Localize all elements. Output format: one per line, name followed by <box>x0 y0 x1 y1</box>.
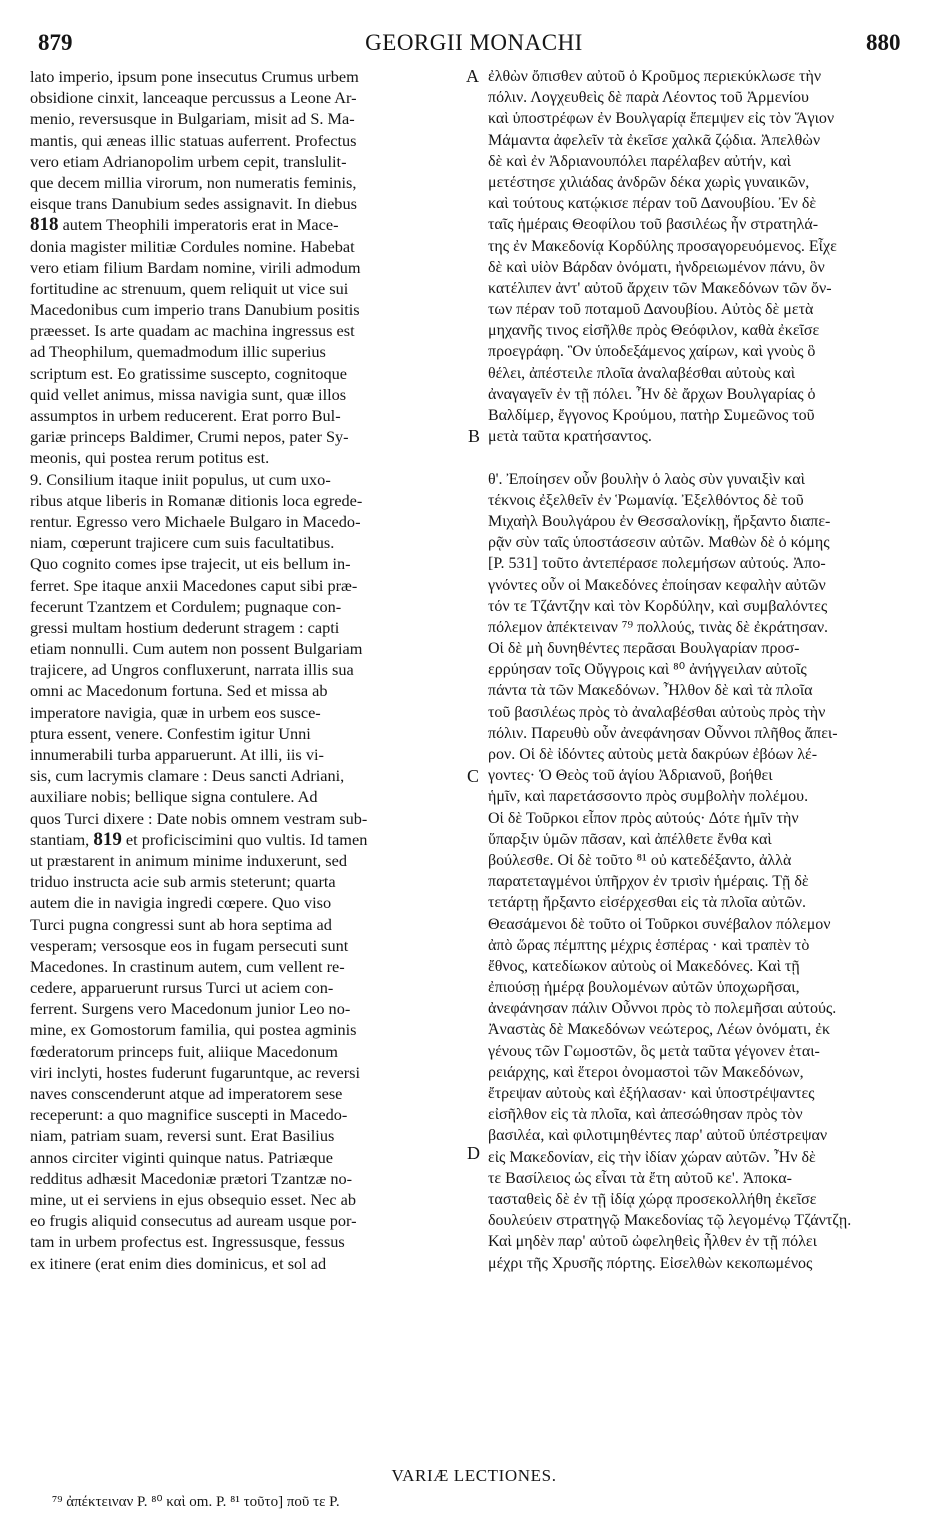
latin-text-line: que decem millia virorum, non numeratis feminis, <box>30 172 357 192</box>
latin-text-line: quos Turci dixere : Date nobis omnem vestram sub- <box>30 808 368 828</box>
latin-text-line: quid vellet animus, missa navigia sunt, quæ illos <box>30 384 347 404</box>
latin-text-line: autem die in navigia ingredi cœpere. Quo viso <box>30 893 332 913</box>
latin-text-line: fortitudine ac strenuum, quem reliquit ut vice sui <box>30 278 349 298</box>
greek-text-line: Ἀναστὰς δὲ Μακεδόνων νεώτερος, Λέων ὀνόματι, ἐκ <box>488 1021 830 1039</box>
greek-text-line: καὶ ὑποστρέφων ἐν Βουλγαρίᾳ ἔπεμψεν εἰς τὸν Ἅγιον <box>488 110 835 128</box>
greek-text-line: ρᾷν σὺν ταῖς ὑποστάσεσιν αὐτῶν. Μαθὼν δὲ ὁ κόμης <box>488 534 830 552</box>
latin-text-line: naves conscenderunt atque ad imperatorem sese <box>30 1084 343 1103</box>
latin-text-line: 9. Consilium itaque iniit populus, ut cum uxo- <box>30 469 331 489</box>
latin-text-line: fœderatorum princeps fuit, aliique Macedonum <box>30 1041 338 1061</box>
latin-text-line: ferrent. Surgens vero Macedonum junior Leo no- <box>30 999 351 1019</box>
margin-letter-d: D <box>467 1143 480 1163</box>
latin-text-line: scriptum est. Eo gratissime suscepto, cognitoque <box>30 363 347 383</box>
latin-text-line: assumptos in urbem reducerent. Erat porro Bul- <box>30 406 341 425</box>
running-title: GEORGII MONACHI <box>365 30 583 55</box>
latin-text-line: Macedonibus cum imperio trans Danubium positis <box>30 300 360 320</box>
greek-column <box>488 66 908 1274</box>
greek-text-line: μηχανῆς τινος εἰσῆλθε πρὸς Θεόφιλον, καθὰ ἐκεῖσε <box>488 322 820 340</box>
latin-text-line: niam, patriam suam, reversi sunt. Erat Basilius <box>30 1126 335 1146</box>
greek-text-line: [P. 531] τοῦτο ἀντεπέρασε πολεμήσων αὐτούς. Ἀπο- <box>488 555 826 573</box>
margin-letter-c: C <box>467 766 480 786</box>
greek-text-line: δὲ καὶ ἐν Ἀδριανουπόλει παρέλαβεν αὐτήν, καὶ <box>488 152 791 170</box>
greek-text-line: τόν τε Τζάντζην καὶ τὸν Κορδύλην, καὶ συμβαλόντες <box>488 597 828 615</box>
latin-text-line: sis, cum lacrymis clamare : Deus sancti Adriani, <box>30 766 345 786</box>
latin-text-line: ferret. Spe itaque anxii Macedones caput sibi præ- <box>30 575 358 595</box>
greek-text-line: εἰσῆλθον εἰς τὰ πλοῖα, καὶ ἀπεσώθησαν πρὸς τὸν <box>488 1106 803 1124</box>
latin-text-line: præesset. Is arte quadam ac machina ingressus est <box>30 321 355 341</box>
greek-text-line: τασταθεὶς δὲ ἐν τῇ ἰδίᾳ χώρᾳ προσεκολλήθη ἐκεῖσε <box>488 1190 817 1208</box>
greek-text-line: ὕπαρξιν ὑμῶν πᾶσαν, καὶ ἀπέλθετε ἔνθα καὶ <box>488 830 772 848</box>
greek-text-line: Καὶ μηδὲν παρ' αὐτοῦ ὠφεληθεὶς ἦλθεν ἐν τῇ πόλει <box>488 1233 817 1251</box>
latin-text-line: annos circiter viginti quinque natus. Patriæque <box>30 1147 333 1167</box>
latin-text-line: menio, reversusque in Bulgariam, misit ad S. Ma- <box>30 109 355 129</box>
latin-text-line: vero etiam Adrianopolim urbem cepit, translulit- <box>30 151 347 171</box>
latin-text-line: mine, ex Gomostorum familia, qui postea agminis <box>30 1020 357 1040</box>
greek-text-line: τοῦ βασιλέως πρὸς τὸ ἀναλαβέσθαι αὐτοὺς πρὸς τὴν <box>488 703 826 721</box>
latin-text-line: eo frugis aliquid consecutus ad auream usque por- <box>30 1211 357 1231</box>
greek-text-line: ταῖς ἡμέραις Θεοφίλου τοῦ βασιλέως ἦν στρατηλά- <box>488 216 819 234</box>
greek-text-line: ἀναγαγεῖν ἐν τῇ πόλει. Ἦν δὲ ἄρχων Βουλγαρίας ὁ <box>488 385 816 403</box>
latin-text-line: etiam nonnulli. Cum autem non possent Bulgariam <box>30 639 363 659</box>
greek-text-line: ρον. Οἱ δὲ ἰδόντες αὐτοὺς μετὰ δακρύων ἐβόων λέ- <box>488 746 818 763</box>
greek-text-line: γνόντες οὖν οἱ Μακεδόνες ἐποίησαν κεφαλὴν αὐτῶν <box>488 576 826 594</box>
latin-text-line: lato imperio, ipsum pone insecutus Crumus urbem <box>30 67 359 86</box>
latin-text-line: cedere, apparuerunt rursus Turci ut aciem con- <box>30 978 334 998</box>
latin-text-line: Quo cognito comes ipse trajecit, ut eis bellum in- <box>30 554 351 574</box>
greek-text-line: πόλιν. Λογχευθεὶς δὲ παρὰ Λέοντος τοῦ Ἀρμενίου <box>488 89 809 107</box>
page-header <box>0 30 948 60</box>
greek-text-line: πόλιν. Παρευθὺ οὖν ἀνεφάνησαν Οὖννοι πλῆθος ἄπει- <box>488 724 838 742</box>
latin-text-line: fecerunt Tzantzem et Cordulem; pugnaque con- <box>30 596 342 616</box>
latin-text-line: meonis, qui postea rerum potitus est. <box>30 448 270 468</box>
latin-text-line: innumerabili turba apparuerunt. At illi, iis vi- <box>30 745 324 764</box>
greek-text-line: ἡμῖν, καὶ παρετάσσοντο πρὸς συμβολὴν πολέμου. <box>488 788 809 806</box>
greek-text-line: μέχρι τῆς Χρυσῆς πόρτης. Εἰσελθὼν κεκοπωμένος <box>488 1254 813 1272</box>
greek-text-line: μετὰ ταῦτα κρατήσαντος. <box>488 428 652 446</box>
greek-text-line: δὲ καὶ υἱὸν Βάρδαν ὀνόματι, ἠνδρειωμένον πάνυ, ὃν <box>488 258 825 276</box>
latin-text-line: imperatore navigia, quæ in urbem eos susce- <box>30 702 321 722</box>
latin-text-line: vero etiam filium Bardam nomine, virili admodum <box>30 257 361 277</box>
greek-text-line: γοντες· Ὁ Θεὸς τοῦ ἁγίου Ἀδριανοῦ, βοήθει <box>488 767 773 785</box>
latin-text-line: ribus atque liberis in Romanæ ditionis loca egrede- <box>30 490 363 510</box>
latin-text-line: ad Theophilum, quemadmodum illic superius <box>30 342 326 362</box>
latin-text-line: Macedones. In crastinum autem, cum vellent re- <box>30 956 345 976</box>
latin-text-line: mantis, qui æneas illic statuas auferrent. Profectus <box>30 130 357 150</box>
latin-text-line: Turci pugna congressi sunt ab hora septima ad <box>30 914 332 934</box>
greek-text-line: ἀνεφάνησαν πάλιν Οὖννοι πρὸς τὸ πολεμῆσαι αὐτούς. <box>488 1000 837 1018</box>
latin-text-line: viri inclyti, hostes fuderunt fugaruntque, ac reversi <box>30 1062 361 1082</box>
greek-text-line: Μιχαὴλ Βουλγάρου ἐν Θεσσαλονίκῃ, ἤρξαντο διαπε- <box>488 512 831 530</box>
greek-text-line: θ'. Ἐποίησεν οὖν βουλὴν ὁ λαὸς σὺν γυναιξὶν καὶ <box>488 470 805 488</box>
latin-text-line: gariæ princeps Baldimer, Crumi nepos, pater Sy- <box>30 427 349 447</box>
latin-text-line: niam, cœperunt trajicere cum suis facultatibus. <box>30 533 335 553</box>
greek-text-line: Μάμαντα ἀφελεῖν τὰ ἐκεῖσε χαλκᾶ ζῴδια. Ἀπελθὼν <box>488 131 821 149</box>
latin-column <box>30 66 458 1274</box>
margin-letter-b: B <box>468 426 481 446</box>
latin-text-line: eisque trans Danubium sedes assignavit. In diebus <box>30 194 357 214</box>
latin-text-line: obsidione cinxit, lanceaque percussus a Leone Ar- <box>30 88 357 108</box>
latin-text-line: receperunt: a quo magnifice suscepti in Macedo- <box>30 1105 348 1125</box>
greek-text-line <box>488 447 908 468</box>
latin-text-line: auxiliare nobis; bellique signa contulere. Ad <box>30 787 318 807</box>
greek-text-line: ερρύησαν τοῖς Οὔγγροις καὶ ⁸⁰ ἀνήγγειλαν αὐτοῖς <box>488 661 807 679</box>
footnote-variants: ⁷⁹ ἀπέκτειναν P. ⁸⁰ καὶ om. P. ⁸¹ τοῦτο] ποῦ τε P. <box>52 1494 340 1510</box>
latin-text-line: omni ac Macedonum fortuna. Sed et missa ab <box>30 681 328 701</box>
latin-text-line: gressi multam hostium dederunt stragem : capti <box>30 617 340 637</box>
latin-text-line: 818 autem Theophili imperatoris erat in Mace- <box>30 214 339 236</box>
greek-text-line: ἀπὸ ὥρας πέμπτης μέχρις ἑσπέρας · καὶ τραπὲν τὸ <box>488 936 810 954</box>
greek-text-line: ἔθνος, κατεδίωκον αὐτοὺς οἱ Μακεδόνες. Καὶ τῇ <box>488 957 800 975</box>
latin-text-line: trajicere, ad Ungros confluxerunt, narrata illis sua <box>30 660 354 680</box>
greek-text-line: Οἱ δὲ μὴ δυνηθέντες περᾶσαι Βουλγαρίαν προσ- <box>488 640 800 658</box>
margin-letter-a: A <box>466 66 479 86</box>
page-number-left: 879 <box>38 30 73 55</box>
greek-text-line: πόλεμον ἀπέκτειναν ⁷⁹ πολλούς, τινὰς δὲ ἐκράτησαν. <box>488 618 829 636</box>
greek-text-line: βασιλέα, καὶ φιλοτιμηθέντες παρ' αὐτοῦ ὑπέστρεψαν <box>488 1127 828 1145</box>
greek-text-line: τέκνοις ἐξελθεῖν ἐν Ῥωμανίᾳ. Ἐξελθόντος δὲ τοῦ <box>488 491 804 509</box>
greek-text-line: ἔτρεψαν αὐτοὺς καὶ ἐξήλασαν· καὶ ὑποστρέψαντες <box>488 1085 815 1102</box>
latin-text-line: rentur. Egresso vero Michaele Bulgaro in Macedo- <box>30 511 361 531</box>
latin-text-line: redditus adhæsit Macedoniæ prætori Tzantzæ no- <box>30 1168 353 1188</box>
latin-text-line: vesperam; versosque eos in fugam persecuti sunt <box>30 935 349 955</box>
latin-text-line: stantiam, 819 et proficiscimini quo vultis. Id tamen <box>30 828 368 850</box>
greek-text-line: των πέραν τοῦ ποταμοῦ Δανουβίου. Αὐτὸς δὲ μετὰ <box>488 301 814 319</box>
greek-text-line: της ἐν Μακεδονίᾳ Κορδύλης προσαγορευόμενος. Εἶχε <box>488 237 837 255</box>
latin-text-line: mine, ut ei serviens in ejus obsequio esset. Nec ab <box>30 1189 356 1209</box>
greek-text-line: Οἱ δὲ Τοῦρκοι εἶπον πρὸς αὐτούς· Δότε ἡμῖν τὴν <box>488 809 799 827</box>
greek-text-line: καὶ τούτους κατῴκισε πέραν τοῦ Δανουβίου. Ἐν δὲ <box>488 195 817 213</box>
latin-text-line: ptura essent, venere. Confestim igitur Unni <box>30 723 311 743</box>
greek-text-line: ἐλθὼν ὄπισθεν αὐτοῦ ὁ Κροῦμος περιεκύκλωσε τὴν <box>488 68 822 85</box>
greek-text-line: τετάρτῃ ἤρξαντο εἰσέρχεσθαι εἰς τὰ πλοῖα αὐτῶν. <box>488 894 807 912</box>
latin-text-line: donia magister militiæ Cordules nomine. Habebat <box>30 236 355 256</box>
latin-text-line: triduo instructa acie sub armis steterunt; quarta <box>30 872 336 892</box>
greek-text-line: παρατεταγμένοι ὑπῆρχον ἐν τρισὶν ἡμέραις. Τῇ δὲ <box>488 873 809 891</box>
greek-text-line: εἰς Μακεδονίαν, εἰς τὴν ἰδίαν χώραν αὐτῶν. Ἦν δὲ <box>488 1148 816 1166</box>
variae-lectiones-title: VARIÆ LECTIONES. <box>391 1466 557 1485</box>
latin-text-line: ut præstarent in animum minime induxerunt, sed <box>30 850 347 870</box>
greek-text-line: ἐπιούσῃ ἡμέρᾳ βουλομένων αὐτῶν ὑποχωρῆσαι, <box>488 979 800 997</box>
page-number-right: 880 <box>866 30 901 55</box>
latin-text-line: tam in urbem profectus est. Ingressusque, fessus <box>30 1232 345 1252</box>
greek-text-line: μετέστησε χιλιάδας ἀνδρῶν δέκα χωρὶς γυναικῶν, <box>488 173 810 191</box>
column-number-marker: 819 <box>93 828 122 850</box>
column-number-marker: 818 <box>30 214 59 236</box>
greek-text-line: βούλεσθε. Οἱ δὲ τοῦτο ⁸¹ οὐ κατεδέξαντο, ἀλλὰ <box>488 851 792 869</box>
greek-text-line: τε Βασίλειος ὡς εἶναι τὰ ἔτη αὐτοῦ κε'. Ἀποκα- <box>488 1169 792 1187</box>
greek-text-line: Θεασάμενοι δὲ τοῦτο οἱ Τοῦρκοι συνέβαλον πόλεμον <box>488 915 831 933</box>
greek-text-line: θέλει, ἀπέστειλε πλοῖα ἀναλαβέσθαι αὐτοὺς καὶ <box>488 364 795 382</box>
greek-text-line: προεγράφη. Ὃν ὑποδεξάμενος χαίρων, καὶ γνοὺς ὃ <box>488 343 816 361</box>
latin-text-line: ex itinere (erat enim dies dominicus, et sol ad <box>30 1253 327 1273</box>
greek-text-line: δουλεύειν στρατηγῷ Μακεδονίας τῷ λεγομένῳ Τζάντζῃ. <box>488 1212 852 1230</box>
greek-text-line: Βαλδίμερ, ἔγγονος Κρούμου, πατὴρ Συμεῶνος τοῦ <box>488 407 815 424</box>
greek-text-line: κατέλιπεν ἀντ' αὐτοῦ ἄρχειν τῶν Μακεδόνων τῶν ὄν- <box>488 279 832 297</box>
greek-text-line: πάντα τὰ τῶν Μακεδόνων. Ἦλθον δὲ καὶ τὰ πλοῖα <box>488 682 813 700</box>
greek-text-line: γένους τῶν Γωμοστῶν, ὃς μετὰ ταῦτα γέγονεν ἑται- <box>488 1042 820 1060</box>
greek-text-line: ρειάρχης, καὶ ἕτεροι ὀνομαστοὶ τῶν Μακεδόνων, <box>488 1063 804 1081</box>
